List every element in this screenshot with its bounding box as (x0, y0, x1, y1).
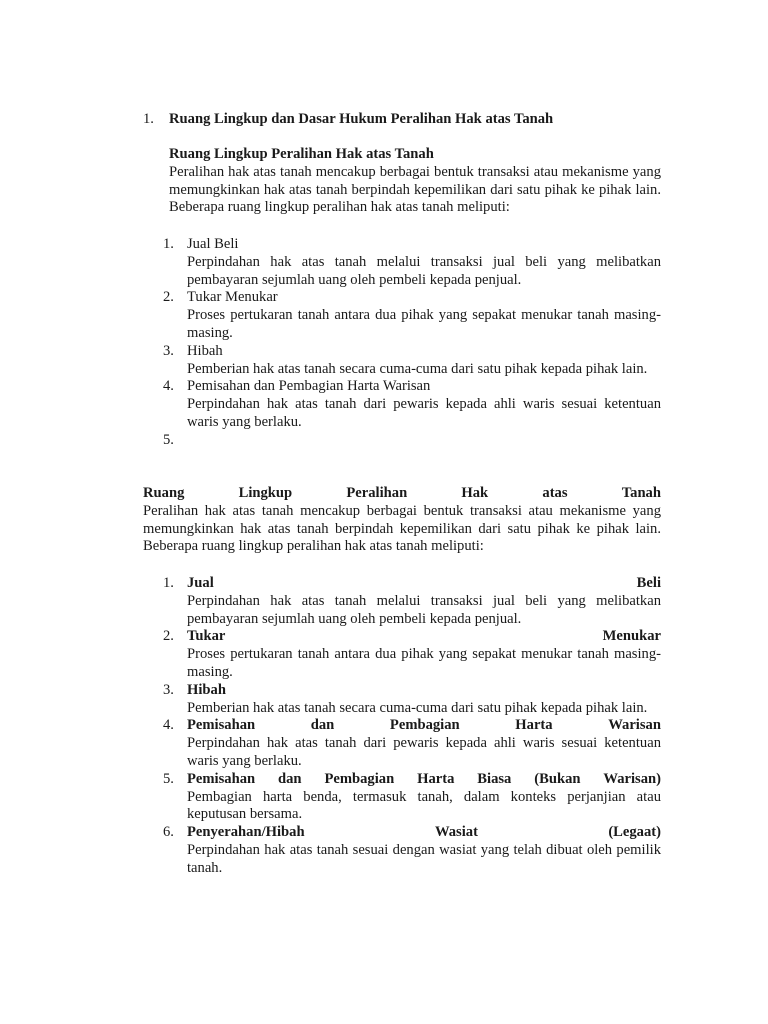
list-item (163, 378, 661, 431)
title-word: Wasiat (434, 824, 478, 841)
list-item-title (187, 682, 661, 700)
subtitle-word: Tanah (621, 485, 661, 501)
list-item-number: 5. (163, 431, 174, 448)
list-item (163, 236, 661, 289)
subtitle-word: Lingkup (238, 485, 293, 501)
list-item-desc: Pembagian harta benda, termasuk tanah, dalam konteks perjanjian atau keputusan bersama. (187, 788, 661, 823)
section-b-intro: Peralihan hak atas tanah mencakup berbagai bentuk transaksi atau mekanisme yang memungkinkan hak atas tanah berpindah kepemilikan dari satu pihak ke pihak lain. Beberapa ruang lingkup peralihan hak atas tanah meliputi: (143, 502, 661, 555)
list-item-number: 2. (163, 289, 174, 306)
list-item (163, 717, 661, 770)
title-word: Pemisahan (187, 717, 256, 734)
title-word: (Legaat) (608, 824, 661, 841)
subtitle-word: Peralihan (346, 485, 408, 501)
list-item (163, 342, 661, 379)
title-word: Warisan (608, 717, 661, 734)
subtitle-word: Ruang (143, 485, 185, 501)
list-item-desc: Pemberian hak atas tanah secara cuma-cuma dari satu pihak kepada pihak lain. (187, 360, 648, 377)
list-item-number: 4. (163, 378, 174, 395)
title-word: Biasa (477, 770, 512, 787)
title-word: Harta (417, 770, 455, 787)
title-word: Jual (187, 575, 214, 591)
list-item-desc: Perpindahan hak atas tanah dari pewaris kepada ahli waris sesuai ketentuan waris yang berlaku. (187, 735, 661, 769)
list-item-desc: Perpindahan hak atas tanah melalui transaksi jual beli yang melibatkan pembayaran sejumlah uang oleh pembeli kepada penjual. (187, 253, 661, 288)
section-b-subtitle (143, 485, 661, 503)
list-item-title: Hibah (187, 342, 223, 359)
subtitle-word: atas (542, 485, 568, 501)
list-item (163, 628, 661, 681)
title-word: Tukar (187, 628, 226, 645)
list-item-title (187, 575, 661, 593)
title-word: Penyerahan/Hibah (187, 824, 305, 841)
section-a-subtitle: Ruang Lingkup Peralihan Hak atas Tanah (169, 146, 434, 162)
list-item-desc: Perpindahan hak atas tanah melalui transaksi jual beli yang melibatkan pembayaran sejumlah uang oleh pembeli kepada penjual. (187, 592, 661, 627)
list-item-title: Pemisahan dan Pembagian Harta Warisan (187, 378, 431, 395)
section-b (143, 485, 661, 556)
title-word: (Bukan (534, 770, 581, 787)
section-a-intro: Peralihan hak atas tanah mencakup berbagai bentuk transaksi atau mekanisme yang memungkinkan hak atas tanah berpindah kepemilikan dari satu pihak ke pihak lain. Beberapa ruang lingkup peralihan hak atas tanah meliputi: (169, 163, 661, 216)
title-word: Menukar (602, 628, 661, 645)
list-item-number: 4. (163, 717, 174, 734)
list-item (163, 681, 661, 718)
title-word: Beli (636, 575, 661, 591)
subtitle-word: Hak (461, 485, 489, 501)
list-item-desc: Perpindahan hak atas tanah dari pewaris kepada ahli waris sesuai ketentuan waris yang berlaku. (187, 396, 661, 430)
heading-title: Ruang Lingkup dan Dasar Hukum Peralihan Hak atas Tanah (169, 111, 554, 127)
title-word: dan (310, 717, 335, 734)
list-item-title (187, 824, 661, 842)
title-word: Pemisahan (187, 770, 256, 787)
title-word: Harta (515, 717, 553, 734)
list-item (163, 824, 661, 877)
list-item-number: 2. (163, 628, 174, 645)
heading-number: 1. (143, 111, 154, 127)
title-word: Warisan) (603, 770, 661, 787)
list-item-number: 1. (163, 575, 174, 591)
list-item-number: 5. (163, 770, 174, 787)
title-word: Pembagian (324, 770, 395, 787)
title-word: Pembagian (389, 717, 460, 734)
list-item-desc: Proses pertukaran tanah antara dua pihak yang sepakat menukar tanah masing-masing. (187, 646, 661, 680)
list-item-number: 6. (163, 824, 174, 841)
list-item-desc: Pemberian hak atas tanah secara cuma-cuma dari satu pihak kepada pihak lain. (187, 699, 648, 716)
list-item-desc: Perpindahan hak atas tanah sesuai dengan wasiat yang telah dibuat oleh pemilik tanah. (187, 841, 661, 876)
section-a (169, 146, 661, 217)
section-a-list (163, 236, 661, 450)
title-word: Hibah (187, 681, 226, 698)
list-item-title (187, 628, 661, 646)
list-item-desc: Proses pertukaran tanah antara dua pihak yang sepakat menukar tanah masing-masing. (187, 307, 661, 341)
list-item (163, 289, 661, 342)
list-item-title (187, 717, 661, 735)
list-item-title (187, 771, 661, 789)
list-item (163, 770, 661, 824)
list-item-number: 1. (163, 236, 174, 252)
list-item-number: 3. (163, 681, 174, 698)
list-item (163, 575, 661, 628)
title-word: dan (278, 770, 302, 787)
list-item-title: Jual Beli (187, 236, 239, 252)
list-item (163, 431, 661, 450)
list-item-title: Tukar Menukar (187, 289, 278, 306)
list-item-number: 3. (163, 342, 174, 359)
section-b-list (163, 575, 661, 878)
